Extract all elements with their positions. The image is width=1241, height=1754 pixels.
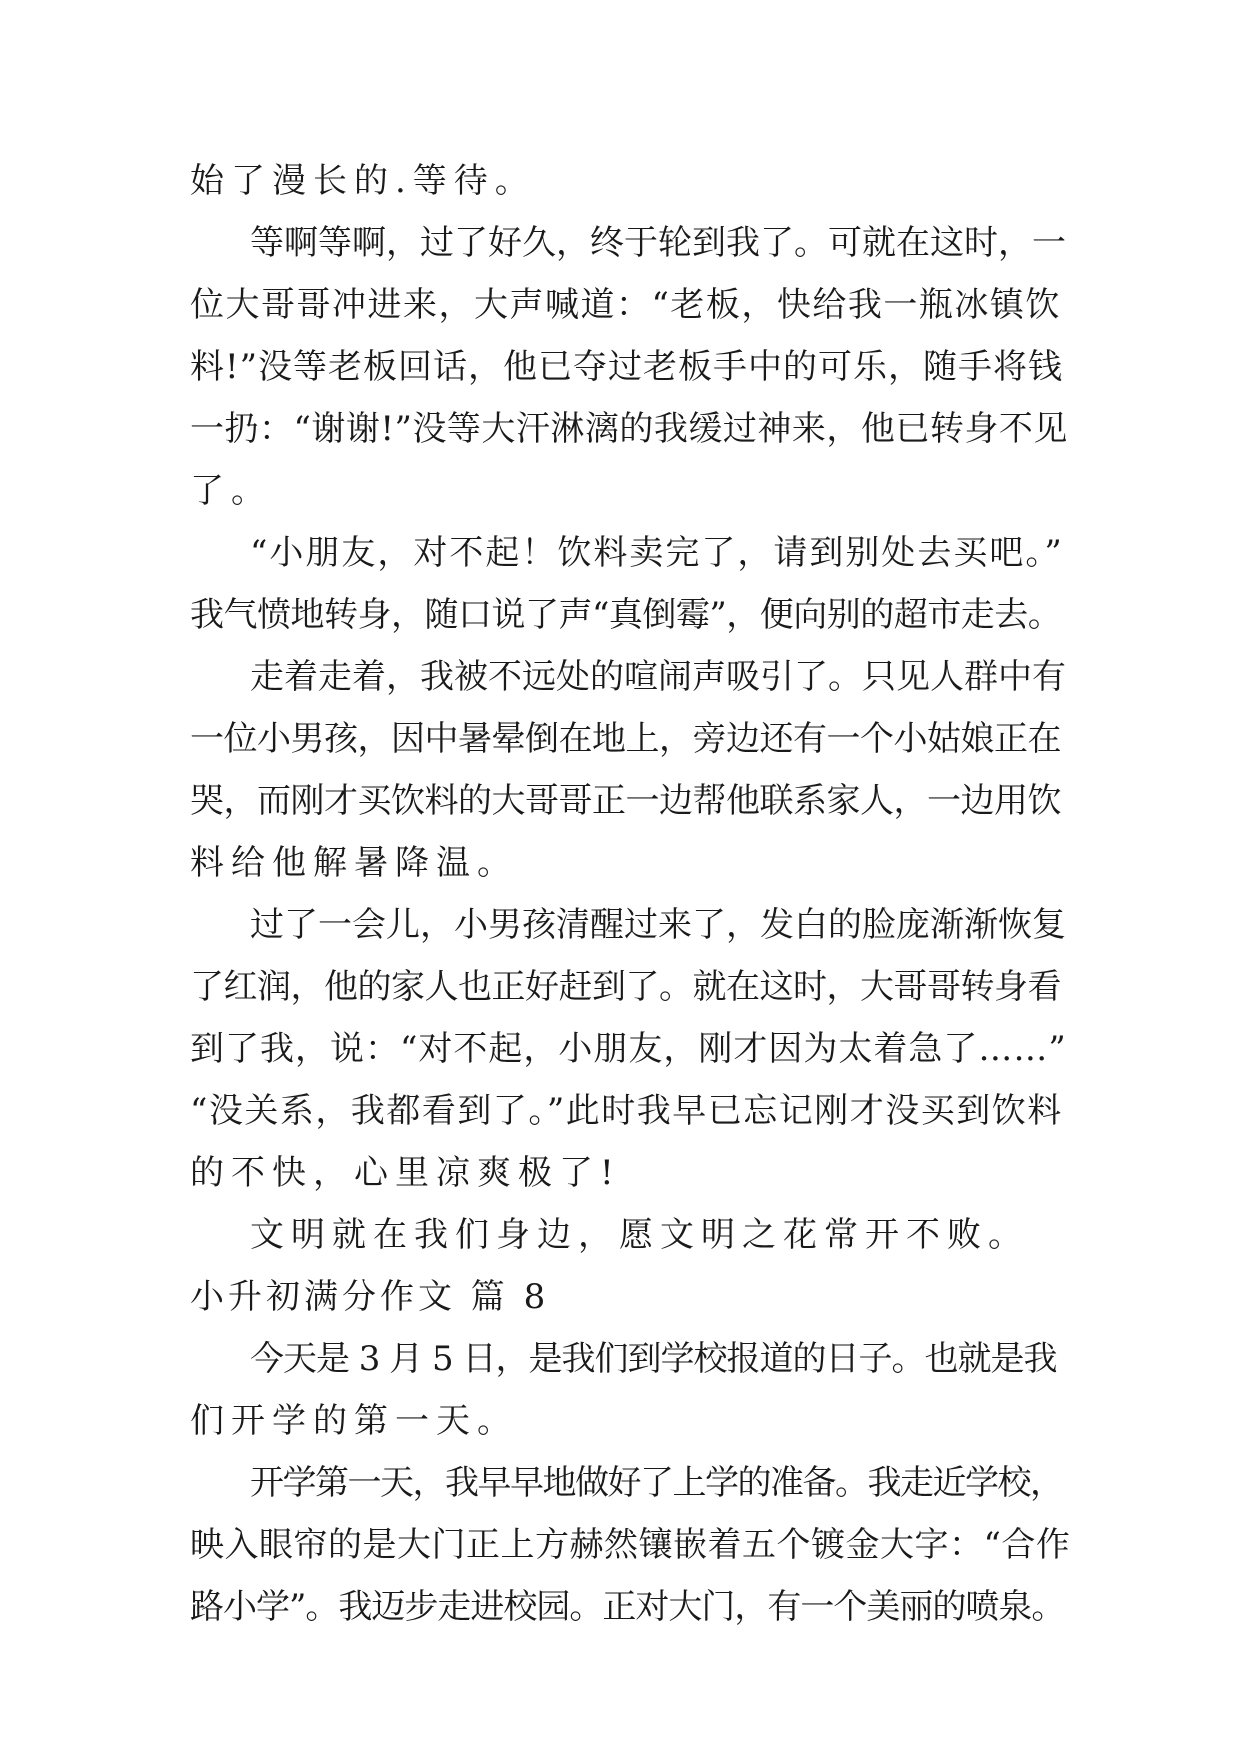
text-line: 位大哥哥冲进来，大声喊道：“老板，快给我一瓶冰镇饮: [190, 285, 1061, 325]
article-body: [190, 150, 1070, 1638]
text-line: 料!”没等老板回话，他已夺过老板手中的可乐，随手将钱: [190, 347, 1064, 387]
text-line: 哭，而刚才买饮料的大哥哥正一边帮他联系家人，一边用饮: [190, 781, 1061, 821]
text-line: 始了漫长的.等待。: [190, 161, 536, 201]
text-line: “没关系，我都看到了。”此时我早已忘记刚才没买到饮料: [190, 1091, 1063, 1131]
text-line: 映入眼帘的是大门正上方赫然镶嵌着五个镀金大字：“合作: [190, 1525, 1071, 1565]
text-line: 路小学”。我迈步走进校园。正对大门，有一个美丽的喷泉。: [190, 1587, 1065, 1627]
text-line: 了红润，他的家人也正好赶到了。就在这时，大哥哥转身看: [190, 967, 1061, 1007]
text-line: 文明就在我们身边，愿文明之花常开不败。: [250, 1215, 1029, 1255]
text-line: 开学第一天，我早早地做好了上学的准备。我走近学校，: [250, 1463, 1063, 1503]
text-line: 我气愤地转身，随口说了声“真倒霉”，便向别的超市走去。: [190, 595, 1062, 635]
text-line: 的不快，心里凉爽极了!: [190, 1153, 621, 1193]
text-line: 一位小男孩，因中暑晕倒在地上，旁边还有一个小姑娘正在: [190, 719, 1061, 759]
text-line: “小朋友，对不起！饮料卖完了，请到别处去买吧。”: [250, 533, 1064, 573]
text-line: 了。: [190, 471, 272, 511]
text-line: 们开学的第一天。: [190, 1401, 518, 1441]
text-line: 料给他解暑降温。: [190, 843, 518, 883]
text-line: 到了我，说：“对不起，小朋友，刚才因为太着急了……”: [190, 1029, 1067, 1069]
text-line: 走着走着，我被不远处的喧闹声吸引了。只见人群中有: [250, 657, 1066, 697]
section-heading: 小升初满分作文 篇 8: [190, 1277, 550, 1317]
text-line: 等啊等啊，过了好久，终于轮到我了。可就在这时，一: [250, 223, 1066, 263]
text-line: 过了一会儿，小男孩清醒过来了，发白的脸庞渐渐恢复: [250, 905, 1066, 945]
text-line: 今天是 3 月 5 日，是我们到学校报道的日子。也就是我: [250, 1339, 1057, 1379]
text-line: 一扔：“谢谢!”没等大汗淋漓的我缓过神来，他已转身不见: [190, 409, 1068, 449]
